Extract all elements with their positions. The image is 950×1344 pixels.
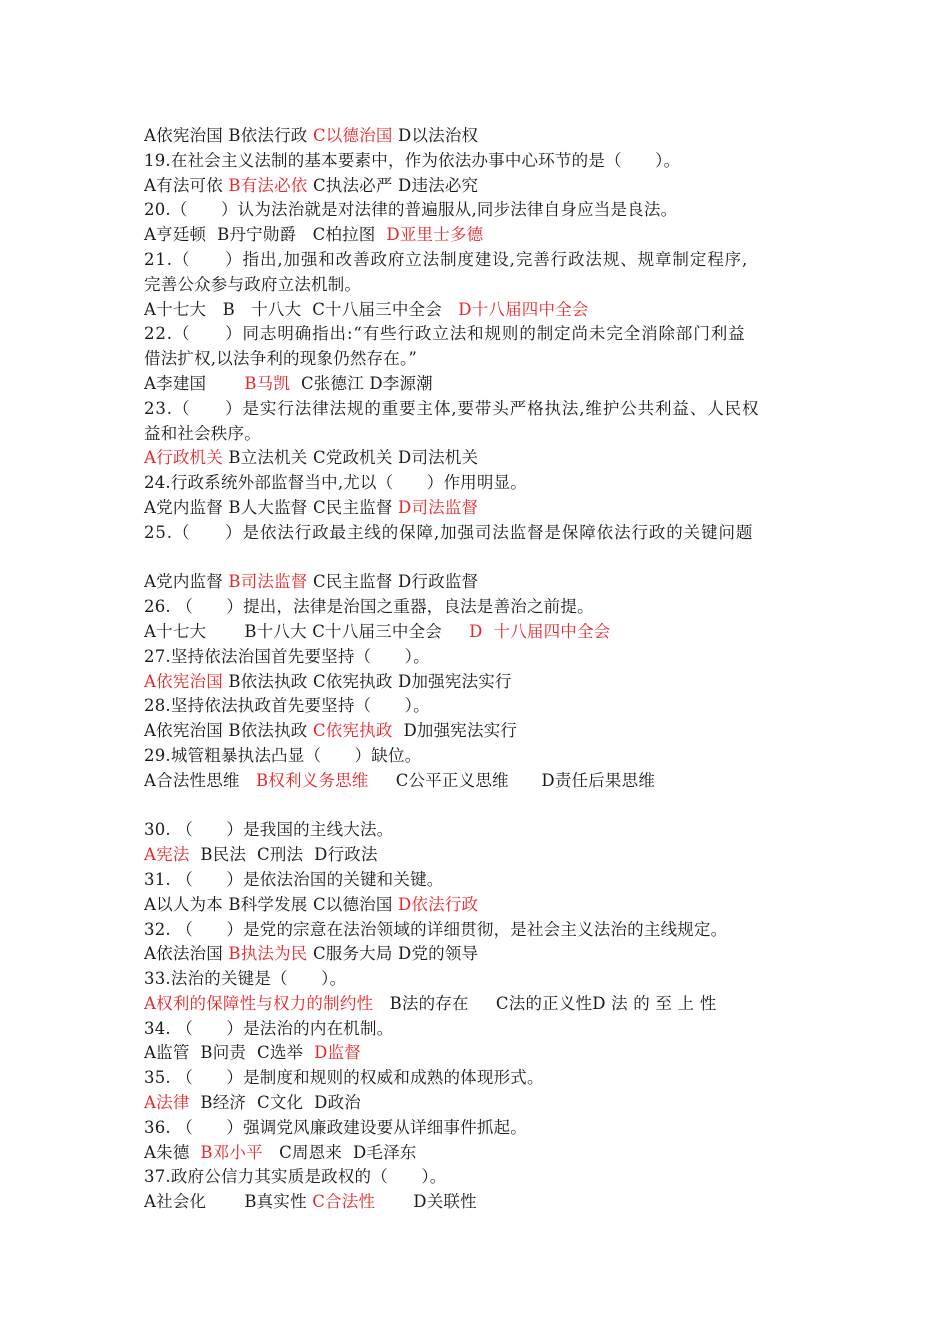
option: D加强宪法实行: [403, 721, 518, 741]
option: A十七大: [144, 299, 223, 319]
option: A合法性思维: [144, 770, 256, 790]
correct-option: B权利义务思维: [255, 770, 396, 790]
option: A朱德: [144, 1142, 201, 1162]
correct-option: D 十八届四中全会: [469, 621, 611, 641]
option: D行政监督: [398, 572, 479, 592]
question-text: 21.（ ）指出,加强和改善政府立法制度建设,完善行政法规、规章制定程序,: [144, 249, 749, 269]
correct-option: D十八届四中全会: [458, 299, 589, 319]
option: B民法: [200, 845, 258, 865]
option: A李建国: [144, 373, 245, 393]
correct-option: D司法监督: [398, 497, 479, 517]
blank-line: [144, 546, 824, 571]
correct-option: B邓小平: [200, 1142, 280, 1162]
question-text: 27.坚持依法治国首先要坚持（ ）。: [144, 646, 430, 666]
answer-options: [144, 570, 824, 595]
option: D司法机关: [398, 448, 479, 468]
answer-options: [144, 496, 824, 521]
option: C刑法: [257, 845, 315, 865]
question-text: 28.坚持依法执政首先要坚持（ ）。: [144, 696, 430, 716]
option: A依法治国: [144, 944, 229, 964]
answer-options: [144, 719, 824, 744]
option: C柏拉图: [312, 225, 387, 245]
option: A十七大: [144, 621, 245, 641]
question-text: 31. （ ）是依法治国的关键和关键。: [144, 869, 444, 889]
question-text: 23.（ ）是实行法律法规的重要主体,要带头严格执法,维护公共利益、人民权: [144, 398, 760, 418]
option: B 十八大: [222, 299, 313, 319]
answer-options: [144, 298, 824, 323]
correct-option: C合法性: [312, 1192, 414, 1212]
correct-option: C以德治国: [312, 126, 399, 145]
answer-options: [144, 124, 824, 149]
answer-options: [144, 670, 824, 695]
option: A党内监督: [144, 497, 229, 517]
option: C十八届三中全会: [312, 621, 470, 641]
correct-option: A权利的保障性与权力的制约性: [144, 993, 390, 1013]
question-text: 33.法治的关键是（ ）。: [144, 969, 347, 989]
option: D政治: [314, 1093, 361, 1113]
option: B法的存在: [389, 993, 496, 1013]
option: B人大监督: [228, 497, 313, 517]
question-text: 37.政府公信力其实质是政权的（ ）。: [144, 1167, 447, 1187]
option: C民主监督: [312, 497, 399, 517]
option: A监管: [144, 1043, 201, 1063]
question-text: 36. （ ）强调党风廉政建设要从详细事件抓起。: [144, 1117, 527, 1137]
option: D毛泽东: [353, 1142, 417, 1162]
answer-options: [144, 372, 824, 397]
option: C服务大局: [312, 944, 399, 964]
option: C张德江: [300, 373, 370, 393]
answer-options: [144, 942, 824, 967]
answer-options: [144, 769, 824, 794]
option: B丹宁勋爵: [217, 225, 313, 245]
option: C党政机关: [312, 448, 399, 468]
option: B问责: [200, 1043, 258, 1063]
question-list: [144, 124, 824, 1215]
option: A有法可依: [144, 175, 229, 195]
option: C以德治国: [312, 894, 399, 914]
option: B依法执政: [228, 721, 313, 741]
option: B科学发展: [228, 894, 313, 914]
question-text: 借法扩权,以法争利的现象仍然存在。”: [144, 349, 418, 369]
question-text: 22.（ ）同志明确指出:“有些行政立法和规则的制定尚未完全消除部门利益: [144, 324, 746, 344]
correct-option: A行政机关: [144, 448, 229, 468]
option: A亨廷顿: [144, 225, 218, 245]
question-text: 29.城管粗暴执法凸显（ ）缺位。: [144, 745, 422, 765]
question-text: 35. （ ）是制度和规则的权威和成熟的体现形式。: [144, 1068, 544, 1088]
question-text: 20.（ ）认为法治就是对法律的普遍服从,同步法律自身应当是良法。: [144, 200, 678, 220]
answer-options: [144, 620, 824, 645]
blank-line: [144, 794, 824, 819]
option: D关联性: [413, 1192, 477, 1212]
correct-option: D监督: [314, 1043, 361, 1063]
option: C民主监督: [312, 572, 399, 592]
answer-options: [144, 1041, 824, 1066]
option: D加强宪法实行: [398, 671, 512, 691]
answer-options: [144, 223, 824, 248]
option: D违法必究: [398, 175, 479, 195]
answer-options: [144, 174, 824, 199]
option: D责任后果思维: [541, 770, 656, 790]
option: B依法行政: [228, 126, 313, 145]
option: D李源潮: [369, 373, 433, 393]
question-text: 34. （ ）是法治的内在机制。: [144, 1018, 394, 1038]
option: D党的领导: [398, 944, 479, 964]
question-text: 30. （ ）是我国的主线大法。: [144, 820, 394, 840]
answer-options: [144, 1190, 824, 1215]
answer-options: [144, 992, 824, 1017]
option: D行政法: [314, 845, 378, 865]
option: A以人为本: [144, 894, 229, 914]
correct-option: D依法行政: [398, 894, 479, 914]
option: D以法治权: [398, 126, 479, 145]
option: C法的正义性: [495, 993, 593, 1013]
option: A依宪治国: [144, 126, 229, 145]
option: C文化: [257, 1093, 315, 1113]
correct-option: B司法监督: [228, 572, 313, 592]
question-text: 19.在社会主义法制的基本要素中，作为依法办事中心环节的是（ ）。: [144, 150, 681, 170]
option: C十八届三中全会: [312, 299, 459, 319]
answer-options: [144, 1141, 824, 1166]
option: A社会化: [144, 1192, 245, 1212]
correct-option: C依宪执政: [312, 721, 404, 741]
option: B经济: [200, 1093, 258, 1113]
option: C公平正义思维: [395, 770, 542, 790]
option: B真实性: [244, 1192, 313, 1212]
option: C选举: [257, 1043, 315, 1063]
option: A依宪治国: [144, 721, 229, 741]
option: C周恩来: [279, 1142, 353, 1162]
option: B立法机关: [228, 448, 313, 468]
answer-options: [144, 1091, 824, 1116]
answer-options: [144, 446, 824, 471]
question-text: 完善公众参与政府立法机制。: [144, 274, 362, 294]
question-text: 益和社会秩序。: [144, 423, 261, 443]
correct-option: A宪法: [144, 845, 201, 865]
question-text: 24.行政系统外部监督当中,尤以（ ）作用明显。: [144, 473, 527, 493]
option: B依法执政: [228, 671, 313, 691]
correct-option: A依宪治国: [144, 671, 229, 691]
correct-option: B执法为民: [228, 944, 313, 964]
option: A党内监督: [144, 572, 229, 592]
answer-options: [144, 843, 824, 868]
option: B十八大: [244, 621, 313, 641]
correct-option: D亚里士多德: [386, 225, 484, 245]
option: C执法必严: [312, 175, 399, 195]
correct-option: A法律: [144, 1093, 201, 1113]
question-text: 25.（ ）是依法行政最主线的保障,加强司法监督是保障依法行政的关键问题: [144, 522, 754, 542]
correct-option: B有法必依: [228, 175, 313, 195]
option: D 法 的 至 上 性: [592, 993, 717, 1013]
correct-option: B马凯: [244, 373, 301, 393]
option: C依宪执政: [312, 671, 399, 691]
answer-options: [144, 893, 824, 918]
question-text: 32. （ ）是党的宗意在法治领域的详细贯彻，是社会主义法治的主线规定。: [144, 919, 728, 939]
question-text: 26. （ ）提出，法律是治国之重器，良法是善治之前提。: [144, 597, 594, 617]
